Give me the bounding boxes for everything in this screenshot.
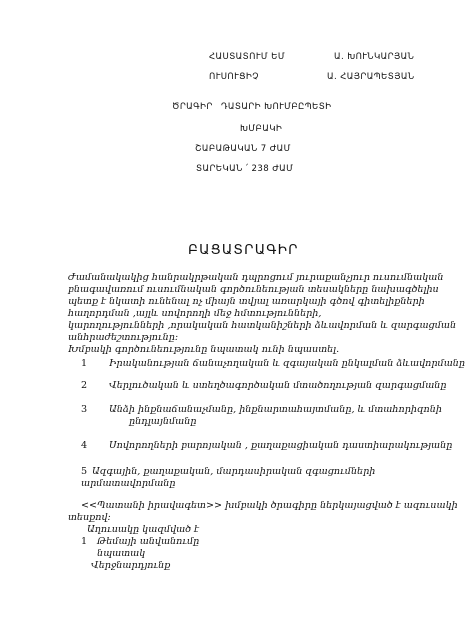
- intro-line: անհրաժեշտությունը:: [68, 332, 179, 343]
- program-label: ԾՐԱԳԻՐ: [172, 102, 213, 112]
- intro-line: հաղորդման ,այլև սովորողի մեջ հմտությունների,: [68, 308, 322, 319]
- goal-number: 4: [81, 440, 88, 451]
- table-item: նպատակ: [97, 548, 146, 559]
- page-title: ԲԱՑԱՏՐԱԳԻՐ: [188, 242, 299, 258]
- teacher-label: ՈՒՍՈՒՑԻՉ: [209, 72, 259, 82]
- intro-line: բնագավառում ուսումնական գործունեության տեսակները նախագծելիս: [68, 284, 439, 295]
- goal-text: Սովորողների բարոյական , քաղաքացիական դաստիարակությանը: [109, 440, 453, 451]
- goal-number: 2: [81, 380, 88, 391]
- program-name: ԴԱՏԱՐԻ ԽՈՒՄԲԸՊԵՏԻ: [221, 102, 332, 112]
- affirmed-label: ՀԱՍՏԱՏՈՒՄ ԵՄ: [209, 52, 286, 62]
- footer-line: տեսքով:: [68, 512, 111, 523]
- table-item: Թեմայի անվանումը: [97, 536, 200, 547]
- goal-number: 1: [81, 358, 88, 369]
- table-item-number: 1: [81, 536, 88, 547]
- goal-number: 3: [81, 404, 88, 415]
- weekly-hours: ՇԱԲԱԹԱԿԱՆ 7 ԺԱՄ: [195, 144, 291, 154]
- goal-number: 5: [81, 466, 88, 477]
- teacher-name: Ա. ՀԱՅՐԱՊԵՏՅԱՆ: [327, 72, 415, 82]
- goal-text: ընդլայնմանը: [129, 416, 197, 427]
- group-label: ԽՄԲԱԿԻ: [240, 124, 283, 134]
- yearly-hours: ՏԱՐԵԿԱՆ ՛ 238 ԺԱՄ: [196, 164, 294, 174]
- intro-line: Ժամանակակից հանրակրթական դպրոցում յուրաքանչյուր ուսումնական: [68, 272, 444, 283]
- table-intro: Աղուսակը կազմված է: [87, 524, 200, 535]
- intro-line: կարողությունների ,որակական հատկանիշների ձևավորման և զարգացման: [68, 320, 457, 331]
- goal-text: արմատավորմանը: [81, 478, 176, 489]
- affirmed-name: Ա. ԽՈՒՆԿԱՐՅԱՆ: [334, 52, 415, 62]
- goal-text: Իրականության ճանաչողական և զգայական ընկալման ձևավորմանը: [109, 358, 466, 369]
- intro-line: Խմբակի գործունեությունը նպատակ ունի նպաստել.: [68, 344, 340, 355]
- goal-text: Վերլուծական և ստեղծագործական մտածողության զարգացմանը: [109, 380, 447, 391]
- goal-text: Անձի ինքնաճանաչմանը, ինքնարտահայտմանը, և մտահորիզոնի: [109, 404, 442, 415]
- goal-text: Ազգային, քաղաքական, մարդասիրական զգացումների: [92, 466, 376, 477]
- footer-line: <<Պատանի իրավագետ>> խմբակի ծրագիրը ներկայացված է ազուսակի: [81, 500, 458, 511]
- intro-line: պետք է նկատի ունենալ ոչ միայն տվյալ առարկայի գծով գիտելիքների: [68, 296, 425, 307]
- table-item: Վերջնարդյունք: [91, 560, 171, 571]
